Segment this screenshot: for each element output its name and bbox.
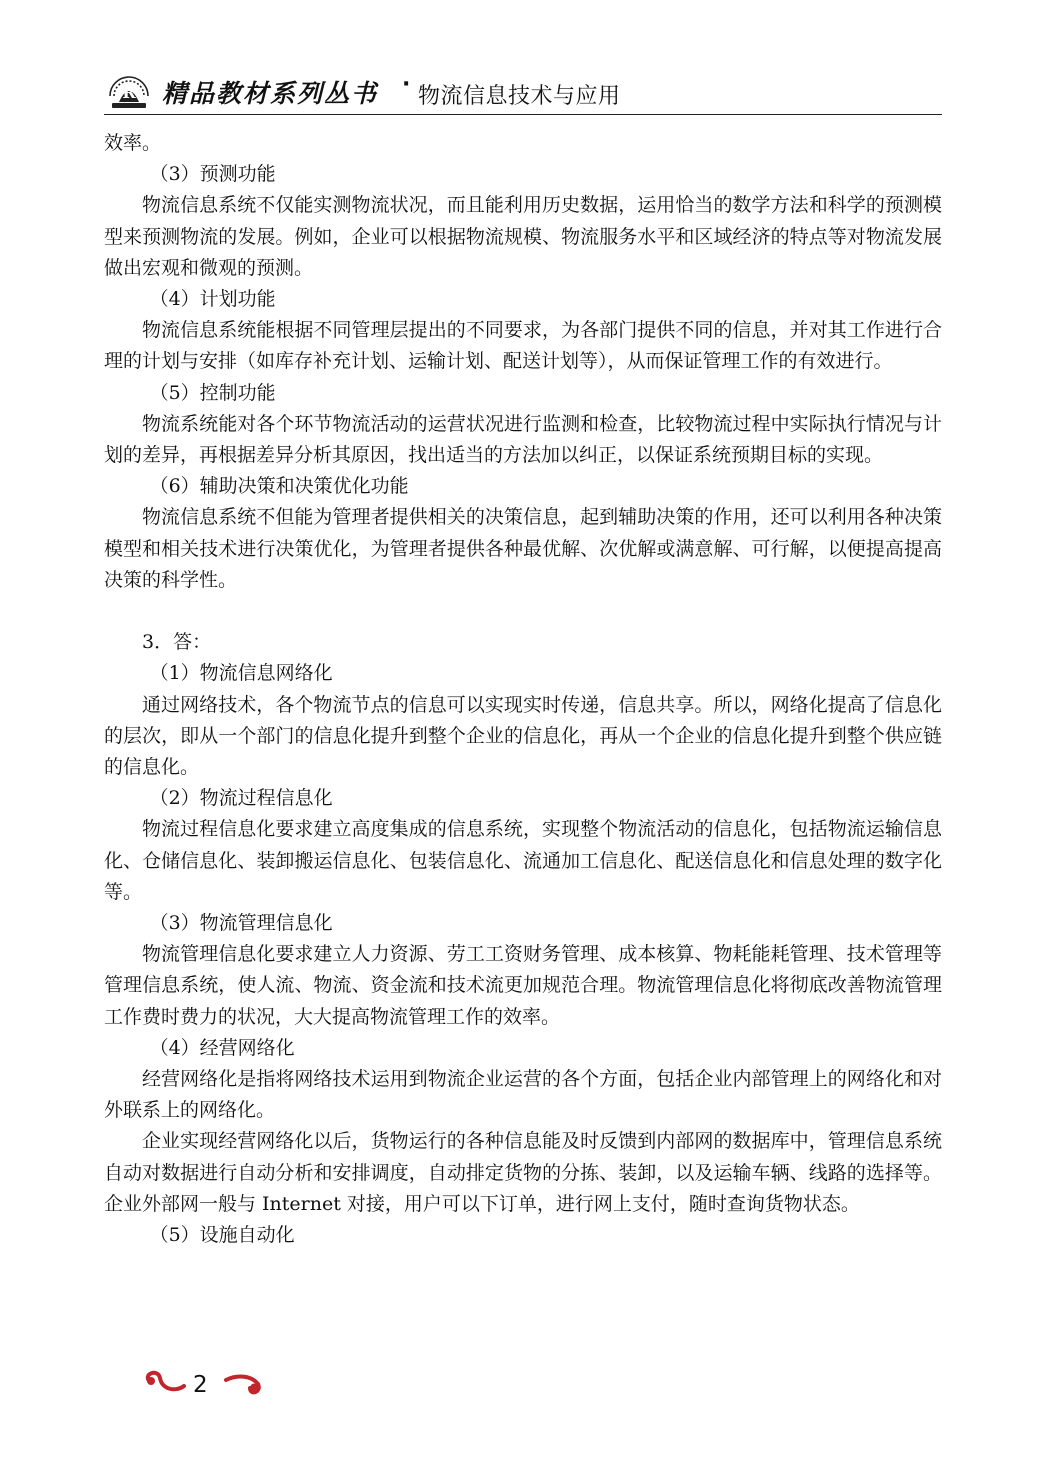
book-title: 物流信息技术与应用 bbox=[418, 84, 621, 109]
section-heading: （5）控制功能 bbox=[149, 381, 276, 404]
body-paragraph: 通过网络技术，各个物流节点的信息可以实现实时传递，信息共享。所以，网络化提高了信息化的层次，即从一个部门的信息化提升到整个企业的信息化，再从一个企业的信息化提升到整个供应链的信息化。 bbox=[104, 693, 942, 779]
section-heading: （4）经营网络化 bbox=[149, 1036, 295, 1059]
body-paragraph: 物流系统能对各个环节物流活动的运营状况进行监测和检查，比较物流过程中实际执行情况与计划的差异，再根据差异分析其原因，找出适当的方法加以纠正，以保证系统预期目标的实现。 bbox=[104, 412, 942, 467]
page-footer bbox=[140, 1368, 280, 1408]
svg-text:R: R bbox=[122, 83, 136, 102]
page-number: 2 bbox=[193, 1372, 208, 1398]
body-paragraph: 效率。 bbox=[104, 132, 162, 154]
body-paragraph: 物流过程信息化要求建立高度集成的信息系统，实现整个物流活动的信息化，包括物流运输信息化、仓储信息化、装卸搬运信息化、包装信息化、流通加工信息化、配送信息化和信息处理的数字化等。 bbox=[104, 818, 942, 903]
section-heading: （3）物流管理信息化 bbox=[149, 912, 333, 935]
section-heading: （6）辅助决策和决策优化功能 bbox=[149, 475, 409, 498]
running-header bbox=[104, 70, 942, 114]
section-heading: （3）预测功能 bbox=[149, 163, 276, 186]
body-text bbox=[104, 128, 942, 1251]
body-paragraph: 物流信息系统不仅能实测物流状况，而且能利用历史数据，运用恰当的数学方法和科学的预测模型来预测物流的发展。例如，企业可以根据物流规模、物流服务水平和区域经济的特点等对物流发展做出宏观和微观的预测。 bbox=[104, 194, 942, 279]
section-heading: （5）设施自动化 bbox=[149, 1224, 295, 1247]
right-ornament-icon bbox=[224, 1372, 266, 1400]
body-paragraph: 物流信息系统能根据不同管理层提出的不同要求，为各部门提供不同的信息，并对其工作进行合理的计划与安排（如库存补充计划、运输计划、配送计划等），从而保证管理工作的有效进行。 bbox=[104, 319, 942, 373]
body-paragraph: 物流信息系统不但能为管理者提供相关的决策信息，起到辅助决策的作用，还可以利用各种决策模型和相关技术进行决策优化，为管理者提供各种最优解、次优解或满意解、可行解，以便提高提高决策的科学性。 bbox=[104, 506, 942, 591]
body-paragraph: 企业实现经营网络化以后，货物运行的各种信息能及时反馈到内部网的数据库中，管理信息系统自动对数据进行自动分析和安排调度，自动排定货物的分拣、装卸，以及运输车辆、线路的选择等。企业外部网一般与 Internet 对接，用户可以下订单，进行网上支付，随时查询货物状态。 bbox=[104, 1130, 942, 1215]
body-paragraph: 经营网络化是指将网络技术运用到物流企业运营的各个方面，包括企业内部管理上的网络化和对外联系上的网络化。 bbox=[104, 1068, 942, 1122]
section-heading: （1）物流信息网络化 bbox=[149, 662, 333, 685]
left-ornament-icon bbox=[140, 1368, 186, 1398]
section-heading: （2）物流过程信息化 bbox=[149, 787, 333, 810]
body-paragraph: 物流管理信息化要求建立人力资源、劳工工资财务管理、成本核算、物耗能耗管理、技术管理等管理信息系统，使人流、物流、资金流和技术流更加规范合理。物流管理信息化将彻底改善物流管理工作费时费力的状况，大大提高物流管理工作的效率。 bbox=[104, 943, 942, 1028]
publisher-logo-icon bbox=[104, 72, 154, 110]
series-title: 精品教材系列丛书 bbox=[162, 79, 379, 108]
title-separator: · bbox=[402, 72, 411, 97]
section-heading: （4）计划功能 bbox=[149, 288, 276, 311]
header-rule bbox=[104, 114, 942, 115]
body-paragraph: 3．答： bbox=[142, 631, 212, 654]
